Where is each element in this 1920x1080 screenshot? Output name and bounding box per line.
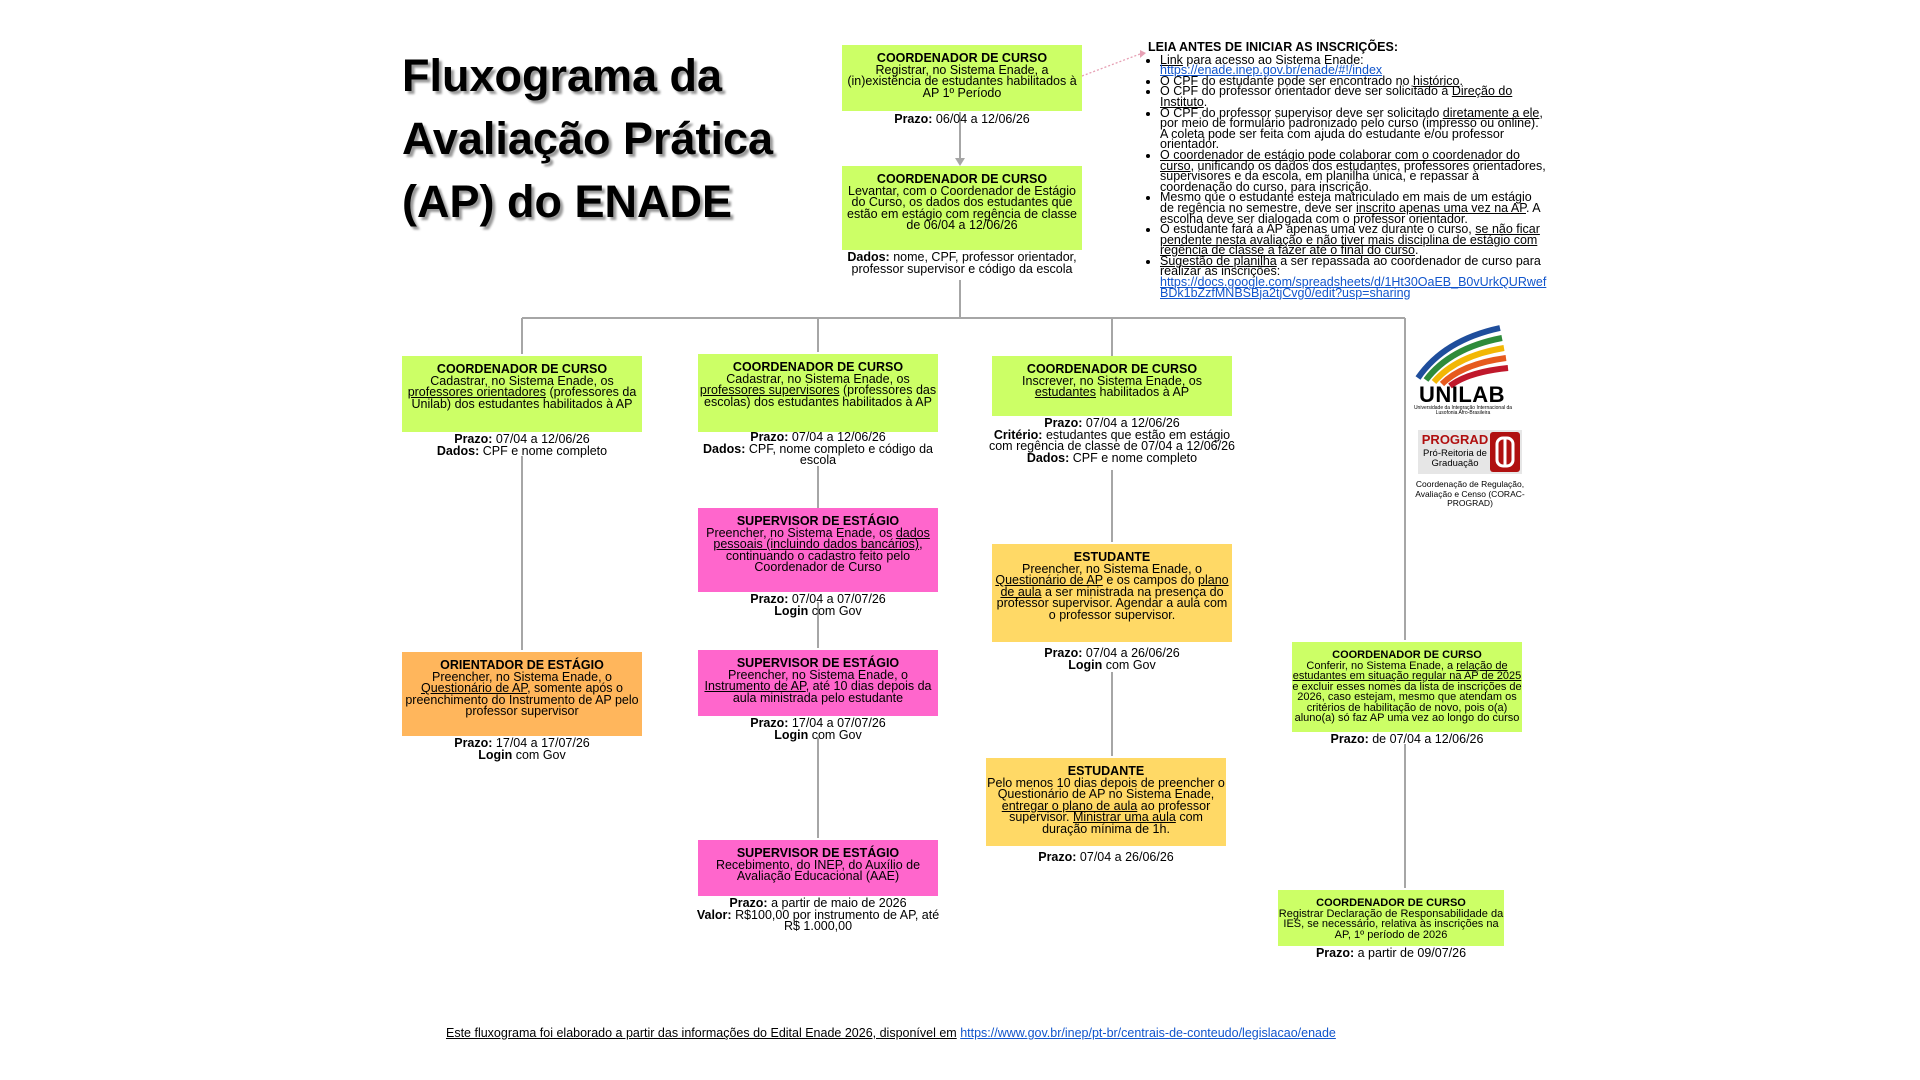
- box-title: COORDENADOR DE CURSO: [876, 51, 1048, 65]
- box-title: COORDENADOR DE CURSO: [876, 172, 1048, 186]
- box-title: COORDENADOR DE CURSO: [1026, 362, 1198, 376]
- rule-item: • Link para acesso ao Sistema Enade: https://enade.inep.gov.br/enade/#!/index: [1160, 55, 1548, 76]
- box-body: Cadastrar, no Sistema Enade, os professores orientadores (professores da Unilab) dos estudantes habilitados à AP: [407, 373, 637, 411]
- dados-value: nome, CPF, professor orientador, professor supervisor e código da escola: [851, 250, 1077, 276]
- prograd-name: PROGRAD: [1421, 432, 1489, 447]
- box-title: COORDENADOR DE CURSO: [732, 360, 904, 374]
- box-title: ESTUDANTE: [1073, 550, 1151, 564]
- note-col2-box1: Prazo: 07/04 a 12/06/26 Dados: CPF, nome completo e código da escola: [703, 430, 933, 467]
- rule-item: • Mesmo que o estudante esteja matriculado em mais de um estágio de regência no semestre, deve ser inscrito apenas uma vez na AP. A escolha deve ser dialogada com o professor orientador.: [1160, 192, 1548, 224]
- box-title: ORIENTADOR DE ESTÁGIO: [440, 658, 604, 672]
- prograd-mark-icon: [1490, 432, 1520, 472]
- box-body: Pelo menos 10 dias depois de preencher o Questionário de AP no Sistema Enade, entregar o plano de aula ao professor supervisor. Ministrar uma aula com duração mínima de 1h.: [987, 775, 1225, 836]
- note-col4-box1: Prazo: de 07/04 a 12/06/26: [1330, 732, 1484, 746]
- title-line-3: (AP) do ENADE: [402, 176, 732, 227]
- box-supervisor-instrumento: [698, 650, 938, 716]
- unilab-subtitle: Universidade da Integração Internacional da Lusofonia Afro-Brasileira: [1413, 405, 1513, 416]
- note-col2-box2: Prazo: 07/04 a 07/07/26 Login com Gov: [750, 592, 886, 618]
- rule-item: • Sugestão de planilha a ser repassada ao coordenador de curso para realizar as inscrições: https://docs.google.com/spreadsheets/d/1Ht30OaEB_B0vUrkQURwefBDk1bZzfMNBSBja2tjCvg0/edit?usp=sharing: [1160, 256, 1548, 298]
- box-coordenador-cadastrar-supervisores: [698, 354, 938, 432]
- box-body: Registrar, no Sistema Enade, a (in)existência de estudantes habilitados à AP 1º Período: [847, 62, 1077, 100]
- box-estudante-aula: [986, 758, 1226, 846]
- box-body: Preencher, no Sistema Enade, os dados pessoais (incluindo dados bancários), continuando o cadastro feito pelo Coordenador de Curso: [706, 525, 930, 574]
- title-line-2: Avaliação Prática: [402, 113, 774, 164]
- box-coordenador-registrar: [842, 45, 1082, 111]
- box-title: SUPERVISOR DE ESTÁGIO: [736, 514, 900, 528]
- box-title: COORDENADOR DE CURSO: [436, 362, 608, 376]
- box-supervisor-dados: [698, 508, 938, 592]
- box-body: Preencher, no Sistema Enade, o Questionário de AP e os campos do plano de aula a ser ministrada na presença do professor supervisor. Agendar a aula com o professor supervisor.: [995, 561, 1229, 622]
- rule-item: • O CPF do estudante pode ser encontrado no histórico.: [1160, 76, 1548, 87]
- corac-caption: Coordenação de Regulação, Avaliação e Censo (CORAC-PROGRAD): [1415, 479, 1525, 508]
- prazo-value: 06/04 a 12/06/26: [935, 112, 1030, 126]
- dados-label: Dados:: [847, 250, 890, 264]
- box-body: Conferir, no Sistema Enade, a relação de estudantes em situação regular na AP de 2025 e excluir esses nomes da lista de inscrições de 2026, caso estejam, mesmo que atendam os critérios de habilitação de novo, pois o(a) aluno(a) só faz AP uma vez ao longo do curso: [1292, 659, 1522, 724]
- rule-item: • O CPF do professor orientador deve ser solicitado à Direção do Instituto.: [1160, 86, 1548, 107]
- box-body: Preencher, no Sistema Enade, o Instrumento de AP, até 10 dias depois da aula ministrada pelo estudante: [704, 667, 932, 705]
- box-body: Registrar Declaração de Responsabilidade da IES, se necessário, relativa às inscrições na AP, 1º período de 2026: [1278, 907, 1504, 941]
- note-col2-box4: Prazo: a partir de maio de 2026 Valor: R$100,00 por instrumento de AP, até R$ 1.000,00: [696, 896, 940, 933]
- spreadsheet-link[interactable]: https://docs.google.com/spreadsheets/d/1Ht30OaEB_B0vUrkQURwefBDk1bZzfMNBSBja2tjCvg0/edit?usp=sharing: [1160, 275, 1547, 300]
- footer-link[interactable]: https://www.gov.br/inep/pt-br/centrais-de-conteudo/legislacao/enade: [960, 1026, 1336, 1040]
- note-col3-box1: Prazo: 07/04 a 12/06/26 Critério: estudantes que estão em estágio com regência de classe de 07/04 a 12/06/26 Dados: CPF e nome completo: [988, 416, 1235, 465]
- rule-item: • O coordenador de estágio pode colaborar com o coordenador do curso, unificando os dados dos estudantes, professores orientadores, supervisores e da escola, em planilha única, e repassar à coordenação do curso, para inscrição.: [1160, 150, 1548, 192]
- footer-text: Este fluxograma foi elaborado a partir das informações do Edital Enade 2026, disponível em: [446, 1026, 957, 1040]
- note-col1-box2: Prazo: 17/04 a 17/07/26 Login com Gov: [454, 736, 590, 762]
- box-coordenador-declaracao: [1278, 890, 1504, 946]
- page-title: [402, 44, 822, 233]
- box-coordenador-inscrever: [992, 356, 1232, 416]
- box-body: Inscrever, no Sistema Enade, os estudantes habilitados à AP: [1022, 373, 1202, 399]
- note-col4-box2: Prazo: a partir de 09/07/26: [1315, 946, 1467, 960]
- box-body: Preencher, no Sistema Enade, o Questionário de AP, somente após o preenchimento do Instrumento de AP pelo professor supervisor: [405, 669, 639, 718]
- box-title: ESTUDANTE: [1067, 764, 1145, 778]
- box-body: Recebimento, do INEP, do Auxílio de Avaliação Educacional (AAE): [715, 857, 921, 883]
- footer-note: [446, 1026, 1336, 1040]
- box-coordenador-cadastrar-orientadores: [402, 356, 642, 432]
- unilab-name: UNILAB: [1418, 382, 1506, 407]
- box-title: COORDENADOR DE CURSO: [1316, 897, 1466, 909]
- box-coordenador-levantar: [842, 166, 1082, 250]
- note-col3-box2: Prazo: 07/04 a 26/06/26 Login com Gov: [1044, 646, 1180, 672]
- rule-item: • O estudante fará a AP apenas uma vez durante o curso, se não ficar pendente nesta avaliação e não tiver mais disciplina de estágio com regência de classe a fazer até o final do curso.: [1160, 224, 1548, 256]
- note-top2: [838, 252, 1086, 275]
- rules-heading: LEIA ANTES DE INICIAR AS INSCRIÇÕES:: [1148, 40, 1399, 54]
- note-col1-box1: Prazo: 07/04 a 12/06/26 Dados: CPF e nome completo: [436, 432, 608, 458]
- title-line-1: Fluxograma da: [402, 50, 723, 101]
- note-col2-box3: Prazo: 17/04 a 07/07/26 Login com Gov: [750, 716, 886, 742]
- box-supervisor-recebimento: [698, 840, 938, 896]
- box-title: SUPERVISOR DE ESTÁGIO: [736, 846, 900, 860]
- box-estudante-questionario: [992, 544, 1232, 642]
- rules-list: [1148, 52, 1548, 300]
- box-title: SUPERVISOR DE ESTÁGIO: [736, 656, 900, 670]
- box-body: Levantar, com o Coordenador de Estágio do Curso, os dados dos estudantes que estão em estágio com regência de classe de 06/04 a 12/06/26: [847, 183, 1077, 232]
- note-col3-box3: Prazo: 07/04 a 26/06/26: [1038, 850, 1174, 864]
- box-body: Cadastrar, no Sistema Enade, os professores supervisores (professores das escolas) dos estudantes habilitados à AP: [699, 371, 937, 409]
- unilab-logo-icon: [1404, 320, 1524, 390]
- enade-link[interactable]: https://enade.inep.gov.br/enade/#!/index: [1160, 63, 1383, 78]
- rule-item: • O CPF do professor supervisor deve ser solicitado diretamente a ele, por meio de formulário padronizado pelo curso (impresso ou online). A coleta pode ser feita com ajuda do estudante e/ou professor orientador.: [1160, 108, 1548, 150]
- prograd-subtitle: Pró-Reitoria de Graduação: [1423, 448, 1487, 469]
- note-top1: [842, 114, 1082, 126]
- rules-panel: [1148, 42, 1548, 298]
- box-orientador-estagio: [402, 652, 642, 736]
- prograd-emblem-icon: [1490, 432, 1520, 472]
- box-title: COORDENADOR DE CURSO: [1332, 649, 1482, 661]
- box-coordenador-conferir: [1292, 642, 1522, 732]
- prazo-label: Prazo:: [894, 112, 933, 126]
